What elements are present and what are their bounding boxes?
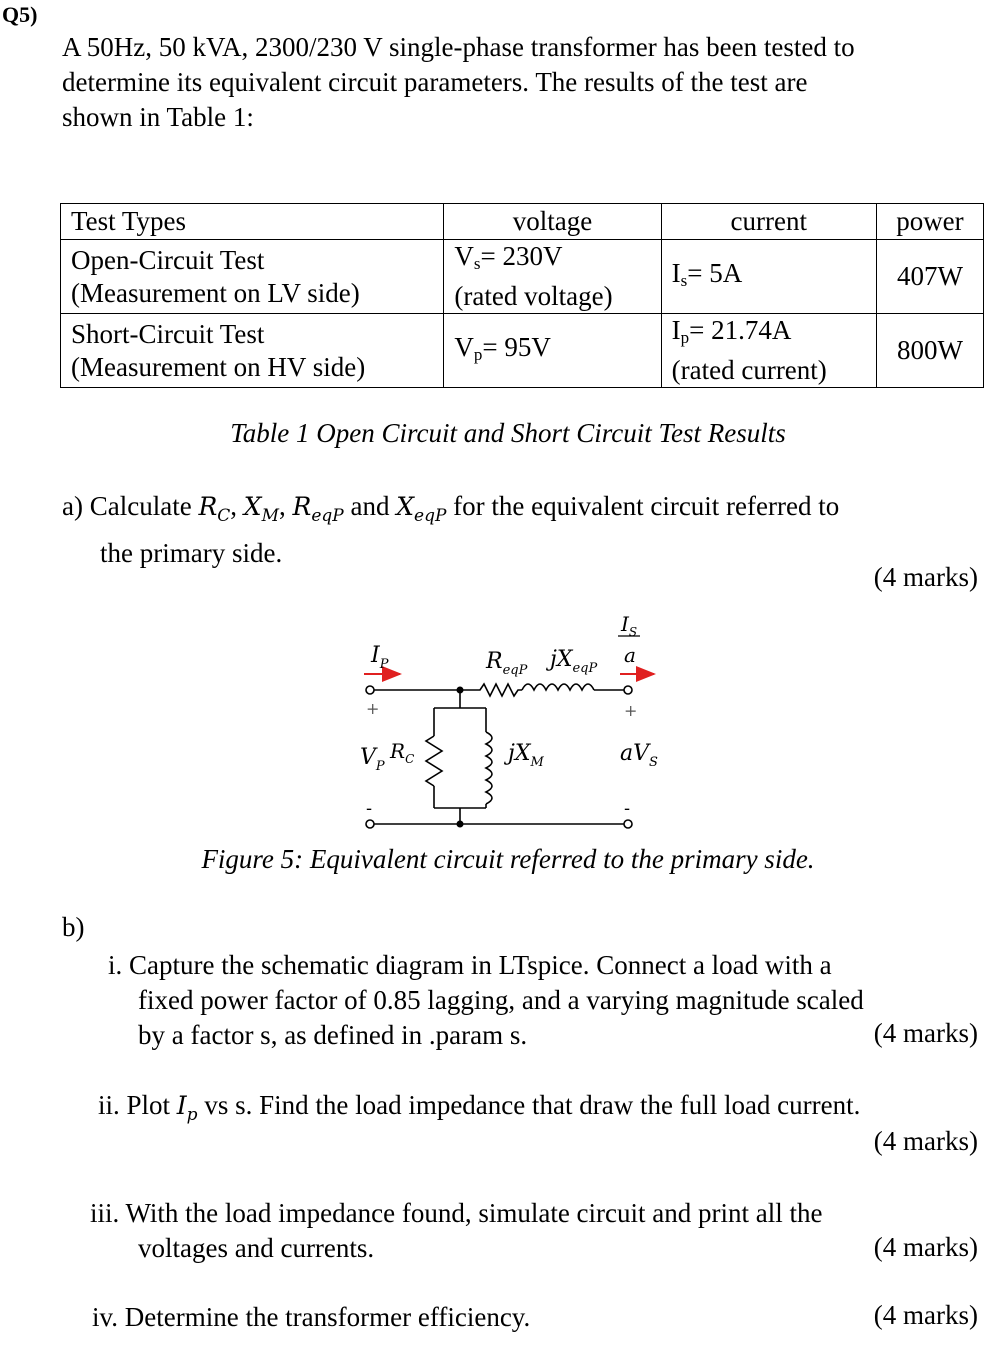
part-b-i-marks: (4 marks) bbox=[873, 1018, 978, 1048]
intro-line: shown in Table 1: bbox=[62, 102, 254, 132]
intro-line: A 50Hz, 50 kVA, 2300/230 V single-phase transformer has been tested to bbox=[62, 32, 855, 62]
part-b-iv: iv. Determine the transformer efficiency. bbox=[92, 1302, 531, 1332]
table-row-open-circuit bbox=[61, 240, 984, 314]
equivalent-circuit-diagram bbox=[0, 600, 992, 840]
cell-power: 407W bbox=[876, 240, 983, 314]
rc-label: $R_C$ bbox=[390, 739, 415, 766]
part-b-i-line: by a factor s, as defined in .param s. bbox=[138, 1020, 528, 1050]
inductor-jxeqp bbox=[522, 684, 594, 690]
voltage-value: $V_p= 95V$ bbox=[454, 331, 551, 364]
part-b-i bbox=[108, 948, 864, 1053]
intro-line: determine its equivalent circuit parameters. The results of the test are bbox=[62, 67, 808, 97]
left-top-terminal bbox=[366, 686, 374, 694]
cell-current bbox=[661, 314, 876, 388]
right-bottom-terminal bbox=[624, 820, 632, 828]
part-a-question bbox=[62, 488, 839, 572]
test-type-note: (Measurement on HV side) bbox=[71, 351, 366, 382]
table-row-short-circuit bbox=[61, 314, 984, 388]
header-test-types: Test Types bbox=[61, 204, 444, 240]
reqp-label: $R_{eqP}$ bbox=[486, 649, 528, 678]
top-node-dot bbox=[457, 687, 464, 694]
cell-voltage bbox=[444, 314, 661, 388]
current-note: (rated current) bbox=[671, 355, 827, 385]
header-voltage: voltage bbox=[444, 204, 661, 240]
test-type-note: (Measurement on LV side) bbox=[71, 277, 360, 308]
bottom-node-dot bbox=[457, 821, 464, 828]
right-top-terminal bbox=[624, 686, 632, 694]
test-type-name: Open-Circuit Test bbox=[71, 244, 265, 275]
inductor-jxm bbox=[486, 732, 492, 804]
part-b-i-line: i. Capture the schematic diagram in LTspice. Connect a load with a bbox=[108, 950, 832, 980]
is-label: $I_S$ bbox=[621, 612, 638, 639]
left-bottom-terminal bbox=[366, 820, 374, 828]
vp-label: $V_P$ bbox=[360, 745, 385, 774]
voltage-note: (rated voltage) bbox=[454, 281, 613, 311]
part-b-ii: ii. Plot $I_p$ vs s. Find the load impedance that draw the full load current. bbox=[98, 1090, 861, 1125]
current-value: $I_s= 5A$ bbox=[671, 257, 743, 290]
table-header-row bbox=[61, 204, 984, 240]
test-results-table bbox=[60, 203, 984, 388]
cell-power: 800W bbox=[876, 314, 983, 388]
part-b-label: b) bbox=[62, 912, 85, 942]
cell-voltage bbox=[444, 240, 661, 314]
test-type-name: Short-Circuit Test bbox=[71, 318, 265, 349]
resistor-rc bbox=[426, 736, 442, 786]
part-b-i-line: fixed power factor of 0.85 lagging, and a varying magnitude scaled bbox=[138, 985, 864, 1015]
avs-label: $aV_S$ bbox=[620, 741, 658, 770]
part-b-iii-line: iii. With the load impedance found, simulate circuit and print all the bbox=[90, 1198, 823, 1228]
part-a-marks: (4 marks) bbox=[873, 562, 978, 592]
table-caption: Table 1 Open Circuit and Short Circuit Test Results bbox=[230, 418, 786, 448]
resistor-reqp bbox=[460, 684, 522, 696]
voltage-value: $V_s= 230V$ bbox=[454, 241, 563, 273]
vp-plus: + bbox=[366, 699, 380, 718]
part-b-iii-marks: (4 marks) bbox=[873, 1232, 978, 1262]
part-b-ii-marks: (4 marks) bbox=[873, 1126, 978, 1156]
header-power: power bbox=[876, 204, 983, 240]
part-a-line-1: a) Calculate $R_C$, $X_M$, $R_{eqP}$ and $X_{eqP}$ for the equivalent circuit referred to bbox=[62, 491, 840, 526]
cell-test-type bbox=[61, 240, 444, 314]
part-b-iii-line: voltages and currents. bbox=[138, 1233, 375, 1263]
question-number: Q5) bbox=[2, 2, 38, 27]
ip-label: $I_P$ bbox=[371, 643, 389, 672]
part-a-line-2: the primary side. bbox=[100, 538, 283, 568]
turns-ratio-label: a bbox=[624, 643, 636, 667]
jxeqp-label: $jX_{eqP}$ bbox=[550, 647, 598, 676]
figure-caption: Figure 5: Equivalent circuit referred to the primary side. bbox=[201, 844, 815, 874]
current-value: $I_p= 21.74A$ bbox=[671, 315, 792, 347]
vp-minus: - bbox=[366, 798, 373, 819]
part-b-iv-marks: (4 marks) bbox=[873, 1300, 978, 1330]
avs-minus: - bbox=[624, 798, 631, 819]
cell-test-type bbox=[61, 314, 444, 388]
jxm-label: $jX_M$ bbox=[508, 741, 544, 770]
cell-current bbox=[661, 240, 876, 314]
avs-plus: + bbox=[624, 701, 638, 720]
header-current: current bbox=[661, 204, 876, 240]
question-intro bbox=[62, 30, 982, 135]
part-b-iii bbox=[90, 1196, 822, 1266]
